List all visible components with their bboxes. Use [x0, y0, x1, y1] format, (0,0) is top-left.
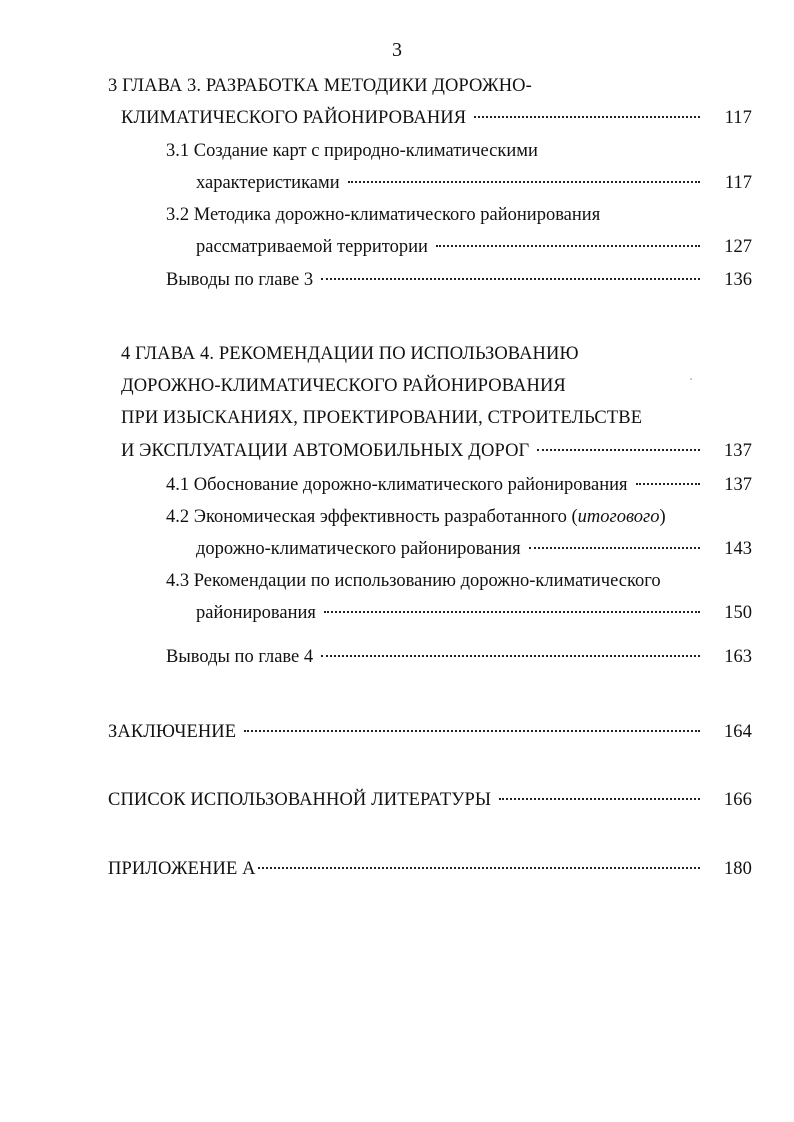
section-4-2-line1-italic: итогового [577, 507, 660, 527]
scan-speck [690, 378, 692, 380]
dot-leader [474, 116, 700, 118]
toc-entry-section-4-2[interactable] [196, 535, 752, 563]
chapter3-page: 117 [724, 108, 752, 128]
section-4-3-page: 150 [724, 603, 752, 623]
dot-leader [499, 798, 700, 800]
section-3-1-page: 117 [724, 173, 752, 193]
dot-leader [537, 449, 700, 451]
section-4-1-line1: 4.1 Обоснование дорожно-климатического районирования [166, 475, 628, 495]
toc-entry-section-4-1[interactable] [166, 471, 752, 499]
dot-leader [321, 655, 700, 657]
dot-leader [436, 245, 700, 247]
references-label: СПИСОК ИСПОЛЬЗОВАННОЙ ЛИТЕРАТУРЫ [108, 790, 492, 810]
conclusion-label: ЗАКЛЮЧЕНИЕ [108, 722, 237, 742]
chapter3-conclusions-label: Выводы по главе 3 [166, 270, 314, 290]
toc-entry-appendix[interactable] [108, 855, 752, 883]
chapter4-title-line1: 4 ГЛАВА 4. РЕКОМЕНДАЦИИ ПО ИСПОЛЬЗОВАНИЮ [121, 344, 579, 364]
section-4-2-line2: дорожно-климатического районирования [196, 539, 521, 559]
section-3-2-line1: 3.2 Методика дорожно-климатического районирования [166, 205, 601, 225]
section-3-2-page: 127 [724, 237, 752, 257]
section-4-2-line1 [166, 503, 666, 531]
dot-leader [244, 730, 700, 732]
dot-leader [324, 611, 700, 613]
toc-entry-chapter3[interactable] [121, 104, 752, 132]
chapter4-page: 137 [723, 441, 752, 461]
section-4-3-line2: районирования [196, 603, 316, 623]
toc-entry-section-3-1[interactable] [196, 169, 752, 197]
chapter4-title-line3: ПРИ ИЗЫСКАНИЯХ, ПРОЕКТИРОВАНИИ, СТРОИТЕЛЬСТВЕ [121, 408, 643, 428]
dot-leader [258, 867, 700, 869]
section-3-1-line1: 3.1 Создание карт с природно-климатическими [166, 141, 538, 161]
references-page: 166 [723, 790, 752, 810]
chapter3-title-line2: КЛИМАТИЧЕСКОГО РАЙОНИРОВАНИЯ [121, 108, 467, 128]
toc-entry-section-3-2[interactable] [196, 233, 752, 261]
toc-entry-section-4-3[interactable] [196, 599, 752, 627]
appendix-label: ПРИЛОЖЕНИЕ А [108, 859, 256, 879]
chapter4-conclusions-label: Выводы по главе 4 [166, 647, 314, 667]
chapter3-title-line1: 3 ГЛАВА 3. РАЗРАБОТКА МЕТОДИКИ ДОРОЖНО- [108, 76, 532, 96]
section-4-2-line1-pre: 4.2 Экономическая эффективность разработанного ( [166, 507, 578, 527]
chapter4-title-line4: И ЭКСПЛУАТАЦИИ АВТОМОБИЛЬНЫХ ДОРОГ [121, 441, 530, 461]
section-4-2-line1-post: ) [659, 507, 666, 527]
dot-leader [348, 181, 700, 183]
appendix-page: 180 [723, 859, 752, 879]
section-3-1-line2: характеристиками [196, 173, 340, 193]
page-number: 3 [392, 39, 402, 61]
section-3-2-line2: рассматриваемой территории [196, 237, 428, 257]
toc-entry-conclusion[interactable] [108, 718, 752, 746]
section-4-1-page: 137 [724, 475, 752, 495]
toc-entry-chapter3-conclusions[interactable] [166, 266, 752, 294]
dot-leader [529, 547, 700, 549]
dot-leader [321, 278, 700, 280]
dot-leader [636, 483, 700, 485]
toc-entry-chapter4-conclusions[interactable] [166, 643, 752, 671]
section-4-3-line1: 4.3 Рекомендации по использованию дорожно-климатического [166, 571, 661, 591]
toc-entry-references[interactable] [108, 786, 752, 814]
toc-entry-chapter4[interactable] [121, 437, 752, 465]
section-4-2-page: 143 [724, 539, 752, 559]
chapter4-title-line2: ДОРОЖНО-КЛИМАТИЧЕСКОГО РАЙОНИРОВАНИЯ [121, 376, 566, 396]
conclusion-page: 164 [723, 722, 752, 742]
chapter4-conclusions-page: 163 [724, 647, 752, 667]
chapter3-conclusions-page: 136 [724, 270, 752, 290]
